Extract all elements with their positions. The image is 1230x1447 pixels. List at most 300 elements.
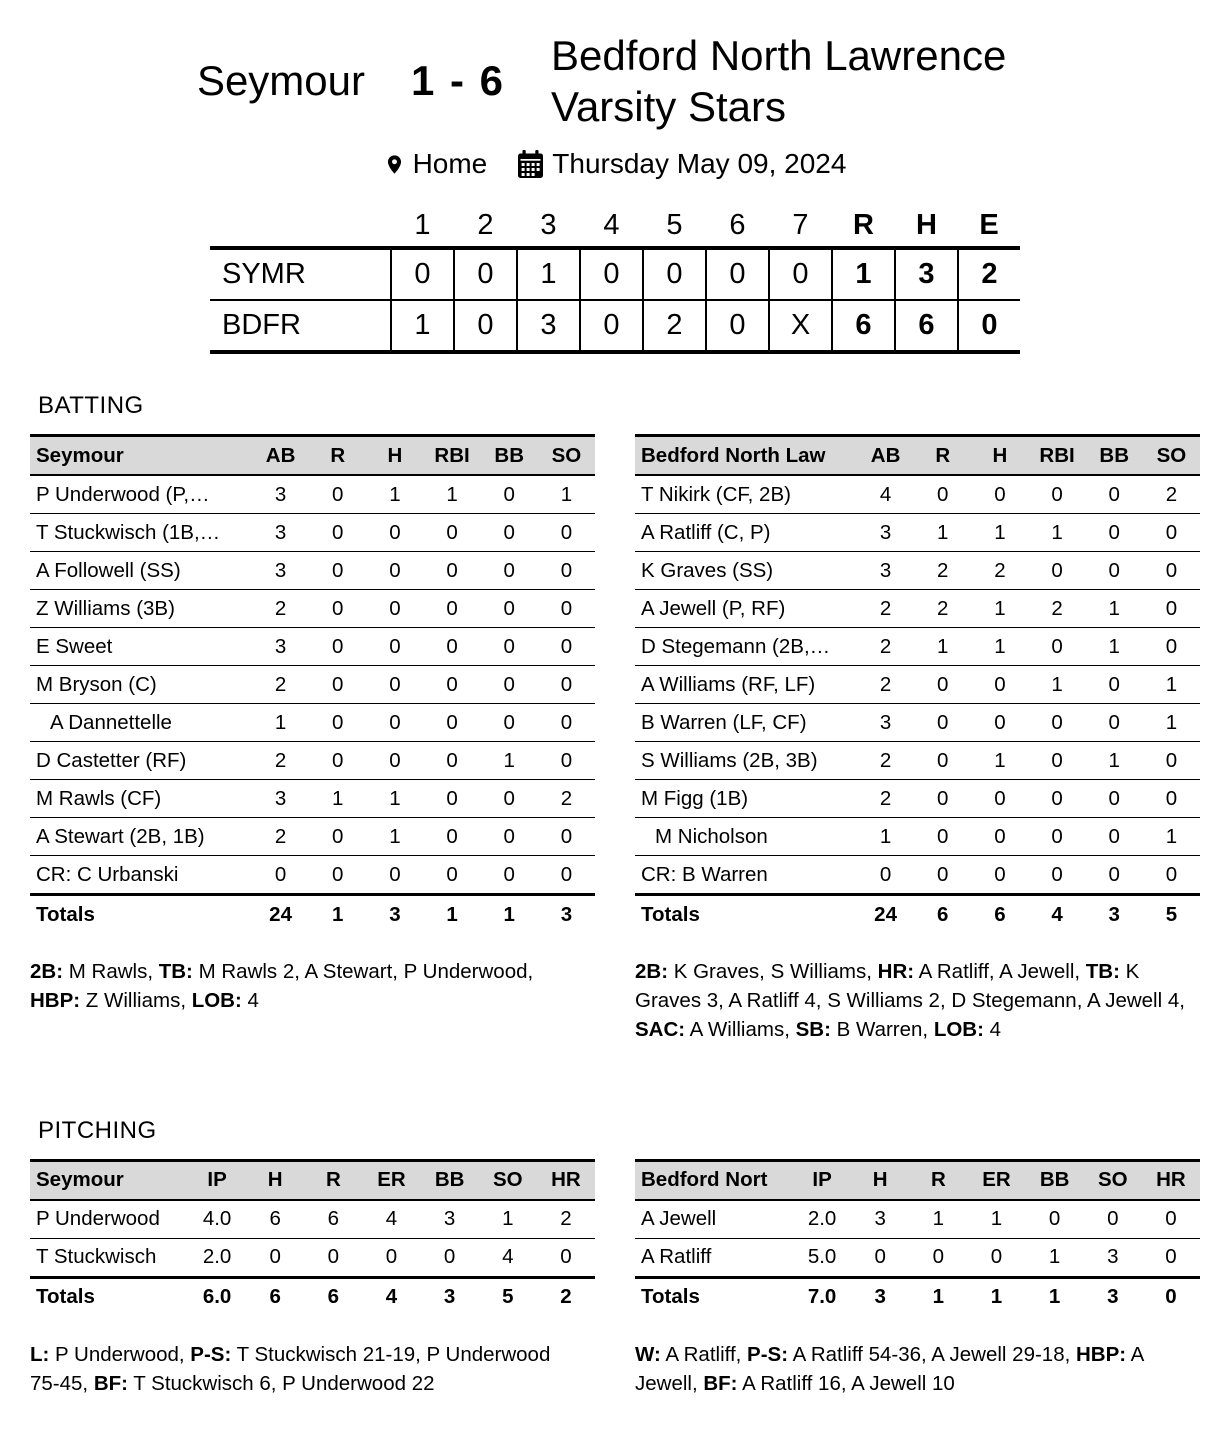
stat-value-cell: 0 — [1086, 552, 1143, 590]
player-row — [635, 1238, 1200, 1277]
total-score-cell: 6 — [832, 300, 895, 352]
stat-value-cell: 0 — [537, 1238, 595, 1277]
pitching-home-table — [635, 1159, 1200, 1316]
stat-value-cell: 0 — [1142, 1200, 1200, 1239]
stat-value-cell: 2 — [252, 666, 309, 704]
stat-team-header: Bedford Nort — [635, 1160, 793, 1200]
note-text: K Graves, S Williams, — [668, 960, 878, 984]
stat-value-cell: 0 — [304, 1238, 362, 1277]
game-date — [517, 148, 846, 180]
inning-score-cell: 2 — [643, 300, 706, 352]
totals-row — [30, 1277, 595, 1316]
totals-value-cell: 3 — [538, 895, 595, 934]
linescore-column-header: 1 — [414, 208, 431, 241]
inning-score-cell: X — [769, 300, 832, 352]
stat-value-cell: 3 — [851, 1200, 909, 1239]
stat-value-cell: 1 — [1028, 514, 1085, 552]
linescore-row — [210, 248, 1020, 300]
player-name-cell: M Figg (1B) — [635, 780, 857, 818]
note-text: Z Williams, — [80, 989, 192, 1013]
note-text: P Underwood, — [49, 1342, 191, 1366]
player-row — [635, 704, 1200, 742]
stat-value-cell: 0 — [423, 590, 480, 628]
stat-value-cell: 0 — [423, 780, 480, 818]
stat-value-cell: 1 — [252, 704, 309, 742]
stat-value-cell: 0 — [967, 1238, 1025, 1277]
note-text: 4 — [241, 989, 259, 1013]
stat-value-cell: 1 — [1143, 666, 1200, 704]
stat-value-cell: 2 — [538, 780, 595, 818]
stat-value-cell: 2 — [252, 742, 309, 780]
stat-value-cell: 0 — [1086, 818, 1143, 856]
stat-column-header: HR — [537, 1160, 595, 1200]
stat-value-cell: 0 — [538, 590, 595, 628]
player-row — [635, 552, 1200, 590]
linescore-column-header: 2 — [477, 208, 494, 241]
stat-value-cell: 0 — [423, 742, 480, 780]
stat-column-header: RBI — [1028, 436, 1085, 476]
stat-value-cell: 0 — [1143, 552, 1200, 590]
stat-value-cell: 0 — [366, 628, 423, 666]
player-row — [30, 514, 595, 552]
note-text: M Rawls, — [63, 960, 159, 984]
player-row — [635, 1200, 1200, 1239]
stat-value-cell: 3 — [857, 552, 914, 590]
stat-value-cell: 0 — [971, 856, 1028, 895]
batting-away-table — [30, 434, 595, 933]
linescore-header-row — [210, 204, 1020, 248]
player-name-cell: A Williams (RF, LF) — [635, 666, 857, 704]
stat-value-cell: 0 — [914, 475, 971, 514]
stat-value-cell: 3 — [252, 628, 309, 666]
player-row — [30, 818, 595, 856]
note-text: 4 — [983, 1018, 1002, 1042]
inning-score-cell: 0 — [454, 300, 517, 352]
stat-value-cell: 0 — [366, 666, 423, 704]
totals-value-cell: 3 — [851, 1277, 909, 1316]
stat-value-cell: 1 — [971, 514, 1028, 552]
stat-value-cell: 3 — [1084, 1238, 1142, 1277]
stat-value-cell: 0 — [538, 856, 595, 895]
totals-value-cell: 6 — [914, 895, 971, 934]
stat-value-cell: 0 — [1028, 818, 1085, 856]
player-name-cell: E Sweet — [30, 628, 252, 666]
stat-value-cell: 1 — [1143, 818, 1200, 856]
stat-value-cell: 1 — [971, 628, 1028, 666]
stat-value-cell: 0 — [246, 1238, 304, 1277]
totals-value-cell: 2 — [537, 1277, 595, 1316]
stat-value-cell: 2 — [857, 780, 914, 818]
inning-score-cell: 0 — [391, 248, 454, 300]
totals-value-cell: 3 — [366, 895, 423, 934]
stat-column-header: SO — [538, 436, 595, 476]
stat-value-cell: 0 — [1143, 856, 1200, 895]
totals-value-cell: 1 — [481, 895, 538, 934]
stat-value-cell: 0 — [366, 590, 423, 628]
stat-value-cell: 1 — [909, 1200, 967, 1239]
batting-section-label: BATTING — [38, 392, 144, 420]
player-name-cell: M Bryson (C) — [30, 666, 252, 704]
inning-score-cell: 1 — [391, 300, 454, 352]
note-stat-label: P-S: — [190, 1342, 232, 1366]
stat-value-cell: 0 — [309, 666, 366, 704]
stat-value-cell: 2 — [914, 590, 971, 628]
stat-value-cell: 2 — [537, 1200, 595, 1239]
stat-value-cell: 0 — [914, 666, 971, 704]
player-row — [635, 514, 1200, 552]
stat-value-cell: 0 — [309, 742, 366, 780]
stat-value-cell: 2 — [252, 590, 309, 628]
player-row — [635, 780, 1200, 818]
stat-value-cell: 4 — [479, 1238, 537, 1277]
stat-value-cell: 2 — [857, 628, 914, 666]
stat-team-header: Seymour — [30, 436, 252, 476]
note-stat-label: BF: — [93, 1371, 128, 1395]
stat-value-cell: 1 — [1143, 704, 1200, 742]
note-stat-label: LOB: — [191, 989, 242, 1013]
stat-value-cell: 1 — [1026, 1238, 1084, 1277]
stat-value-cell: 0 — [1028, 780, 1085, 818]
stat-value-cell: 0 — [309, 590, 366, 628]
stat-value-cell: 2 — [857, 666, 914, 704]
pitching-columns — [0, 1159, 1230, 1419]
stat-value-cell: 1 — [1086, 590, 1143, 628]
stat-header-row — [635, 1160, 1200, 1200]
player-name-cell: A Dannettelle — [30, 704, 252, 742]
stat-value-cell: 1 — [857, 818, 914, 856]
stat-value-cell: 0 — [971, 780, 1028, 818]
linescore-corner-cell — [210, 204, 391, 248]
stat-value-cell: 1 — [914, 628, 971, 666]
stat-column-header: BB — [481, 436, 538, 476]
player-name-cell: D Stegemann (2B,… — [635, 628, 857, 666]
stat-value-cell: 0 — [1028, 742, 1085, 780]
inning-score-cell: 3 — [517, 300, 580, 352]
player-row — [635, 856, 1200, 895]
stat-value-cell: 2 — [252, 818, 309, 856]
stat-value-cell: 2.0 — [793, 1200, 851, 1239]
note-text: M Rawls 2, A Stewart, P Underwood, — [192, 960, 534, 984]
game-location-label: Home — [412, 148, 488, 180]
totals-value-cell: 7.0 — [793, 1277, 851, 1316]
stat-value-cell: 0 — [971, 666, 1028, 704]
stat-header-row — [30, 436, 595, 476]
batting-home-notes — [635, 957, 1190, 1044]
totals-label-cell: Totals — [635, 1277, 793, 1316]
pitching-section-label: PITCHING — [38, 1116, 157, 1144]
note-stat-label: 2B: — [30, 960, 64, 984]
stat-value-cell: 0 — [914, 780, 971, 818]
note-text: A Ratliff 16, A Jewell 10 — [737, 1371, 955, 1395]
stat-value-cell: 3 — [421, 1200, 479, 1239]
stat-value-cell: 0 — [914, 742, 971, 780]
player-row — [635, 818, 1200, 856]
stat-column-header: SO — [1143, 436, 1200, 476]
stat-value-cell: 1 — [366, 818, 423, 856]
total-score-cell: 6 — [895, 300, 958, 352]
home-team-name: Bedford North Lawrence Varsity Stars — [551, 32, 1007, 131]
totals-value-cell: 1 — [909, 1277, 967, 1316]
note-text: A Ratliff 54-36, A Jewell 29-18, — [788, 1342, 1076, 1366]
stat-value-cell: 0 — [309, 514, 366, 552]
stat-value-cell: 0 — [1028, 475, 1085, 514]
inning-score-cell: 0 — [769, 248, 832, 300]
total-score-cell: 1 — [832, 248, 895, 300]
stat-column-header: ER — [362, 1160, 420, 1200]
stat-value-cell: 0 — [366, 552, 423, 590]
note-text: T Stuckwisch 6, P Underwood 22 — [127, 1371, 435, 1395]
totals-value-cell: 1 — [309, 895, 366, 934]
player-row — [30, 856, 595, 895]
note-stat-label: SB: — [795, 1018, 831, 1042]
stat-column-header: BB — [421, 1160, 479, 1200]
stat-value-cell: 0 — [538, 818, 595, 856]
inning-score-cell: 0 — [454, 248, 517, 300]
stat-value-cell: 0 — [481, 818, 538, 856]
pitching-home-notes — [635, 1340, 1190, 1398]
stat-value-cell: 0 — [423, 666, 480, 704]
stat-value-cell: 2.0 — [188, 1238, 246, 1277]
stat-value-cell: 0 — [423, 628, 480, 666]
note-stat-label: HBP: — [30, 989, 81, 1013]
stat-value-cell: 0 — [1028, 552, 1085, 590]
stat-value-cell: 0 — [481, 780, 538, 818]
totals-value-cell: 24 — [857, 895, 914, 934]
stat-value-cell: 6 — [246, 1200, 304, 1239]
totals-label-cell: Totals — [30, 895, 252, 934]
stat-value-cell: 5.0 — [793, 1238, 851, 1277]
player-row — [635, 590, 1200, 628]
note-stat-label: P-S: — [747, 1342, 789, 1366]
stat-value-cell: 0 — [1028, 704, 1085, 742]
player-name-cell: B Warren (LF, CF) — [635, 704, 857, 742]
stat-value-cell: 2 — [914, 552, 971, 590]
stat-value-cell: 0 — [366, 704, 423, 742]
stat-value-cell: 1 — [914, 514, 971, 552]
away-team-name: Seymour — [196, 57, 365, 105]
totals-value-cell: 4 — [362, 1277, 420, 1316]
stat-value-cell: 3 — [857, 514, 914, 552]
player-name-cell: A Jewell — [635, 1200, 793, 1239]
stat-column-header: RBI — [423, 436, 480, 476]
totals-value-cell: 1 — [967, 1277, 1025, 1316]
stat-value-cell: 1 — [423, 475, 480, 514]
player-name-cell: A Followell (SS) — [30, 552, 252, 590]
note-stat-label: LOB: — [933, 1018, 984, 1042]
stat-value-cell: 0 — [1086, 704, 1143, 742]
stat-value-cell: 4 — [362, 1200, 420, 1239]
stat-value-cell: 0 — [481, 856, 538, 895]
totals-value-cell: 3 — [1086, 895, 1143, 934]
stat-value-cell: 0 — [538, 628, 595, 666]
stat-value-cell: 0 — [1086, 666, 1143, 704]
stat-value-cell: 0 — [971, 818, 1028, 856]
stat-column-header: SO — [479, 1160, 537, 1200]
player-row — [635, 475, 1200, 514]
stat-column-header: AB — [252, 436, 309, 476]
totals-value-cell: 6 — [304, 1277, 362, 1316]
totals-label-cell: Totals — [635, 895, 857, 934]
stat-column-header: R — [909, 1160, 967, 1200]
stat-value-cell: 0 — [309, 704, 366, 742]
player-row — [635, 666, 1200, 704]
stat-value-cell: 0 — [914, 856, 971, 895]
player-row — [635, 742, 1200, 780]
stat-header-row — [635, 436, 1200, 476]
stat-value-cell: 0 — [538, 552, 595, 590]
player-row — [30, 475, 595, 514]
player-row — [635, 628, 1200, 666]
totals-value-cell: 1 — [423, 895, 480, 934]
pitching-away-notes — [30, 1340, 585, 1398]
player-name-cell: CR: B Warren — [635, 856, 857, 895]
note-stat-label: TB: — [1085, 960, 1120, 984]
inning-score-cell: 1 — [517, 248, 580, 300]
linescore-column-header: E — [979, 208, 999, 241]
stat-value-cell: 1 — [1028, 666, 1085, 704]
stat-value-cell: 3 — [252, 780, 309, 818]
player-name-cell: M Nicholson — [635, 818, 857, 856]
note-stat-label: HR: — [877, 960, 915, 984]
player-name-cell: CR: C Urbanski — [30, 856, 252, 895]
inning-score-cell: 0 — [706, 300, 769, 352]
player-row — [30, 666, 595, 704]
pitching-away-column — [30, 1159, 595, 1419]
stat-column-header: R — [304, 1160, 362, 1200]
stat-value-cell: 0 — [851, 1238, 909, 1277]
score-header — [0, 0, 1230, 132]
game-location — [384, 148, 488, 180]
stat-value-cell: 1 — [481, 742, 538, 780]
stat-value-cell: 0 — [538, 704, 595, 742]
stat-value-cell: 1 — [366, 475, 423, 514]
note-stat-label: 2B: — [635, 960, 669, 984]
player-row — [30, 1238, 595, 1277]
stat-column-header: H — [851, 1160, 909, 1200]
player-name-cell: M Rawls (CF) — [30, 780, 252, 818]
linescore-column-header: H — [916, 208, 937, 241]
stat-value-cell: 0 — [309, 818, 366, 856]
stat-value-cell: 0 — [857, 856, 914, 895]
player-name-cell: T Nikirk (CF, 2B) — [635, 475, 857, 514]
total-score-cell: 2 — [958, 248, 1020, 300]
stat-value-cell: 0 — [538, 666, 595, 704]
inning-score-cell: 0 — [580, 300, 643, 352]
stat-value-cell: 0 — [538, 514, 595, 552]
batting-away-column — [30, 434, 595, 1065]
note-text: B Warren, — [830, 1018, 934, 1042]
stat-value-cell: 0 — [481, 666, 538, 704]
total-score-cell: 0 — [958, 300, 1020, 352]
stat-value-cell: 0 — [423, 514, 480, 552]
stat-value-cell: 0 — [1086, 475, 1143, 514]
linescore-table — [210, 204, 1020, 354]
stat-column-header: IP — [188, 1160, 246, 1200]
stat-value-cell: 2 — [1028, 590, 1085, 628]
totals-value-cell: 24 — [252, 895, 309, 934]
totals-value-cell: 0 — [1142, 1277, 1200, 1316]
player-name-cell: T Stuckwisch — [30, 1238, 188, 1277]
stat-value-cell: 0 — [481, 704, 538, 742]
linescore-team-cell: BDFR — [210, 300, 391, 352]
totals-row — [635, 1277, 1200, 1316]
stat-header-row — [30, 1160, 595, 1200]
stat-column-header: SO — [1084, 1160, 1142, 1200]
game-score: 1 - 6 — [411, 57, 506, 105]
stat-value-cell: 0 — [423, 704, 480, 742]
stat-value-cell: 1 — [1086, 742, 1143, 780]
player-row — [30, 1200, 595, 1239]
stat-value-cell: 0 — [1143, 590, 1200, 628]
batting-home-column — [635, 434, 1200, 1065]
totals-value-cell: 6 — [971, 895, 1028, 934]
stat-value-cell: 0 — [1142, 1238, 1200, 1277]
stat-column-header: H — [366, 436, 423, 476]
stat-value-cell: 1 — [366, 780, 423, 818]
stat-value-cell: 2 — [971, 552, 1028, 590]
stat-value-cell: 0 — [914, 704, 971, 742]
stat-value-cell: 0 — [1143, 628, 1200, 666]
player-name-cell: P Underwood (P,… — [30, 475, 252, 514]
player-name-cell: T Stuckwisch (1B,… — [30, 514, 252, 552]
stat-value-cell: 0 — [1028, 628, 1085, 666]
stat-column-header: H — [246, 1160, 304, 1200]
stat-value-cell: 0 — [252, 856, 309, 895]
note-stat-label: TB: — [158, 960, 193, 984]
stat-value-cell: 0 — [909, 1238, 967, 1277]
stat-value-cell: 0 — [1084, 1200, 1142, 1239]
totals-value-cell: 3 — [421, 1277, 479, 1316]
player-name-cell: Z Williams (3B) — [30, 590, 252, 628]
note-stat-label: SAC: — [635, 1018, 686, 1042]
player-name-cell: K Graves (SS) — [635, 552, 857, 590]
stat-value-cell: 0 — [309, 856, 366, 895]
note-text: T Stuckwisch 21-19, P Underwood 75-45, — [30, 1342, 551, 1395]
stat-value-cell: 0 — [309, 552, 366, 590]
total-score-cell: 3 — [895, 248, 958, 300]
stat-column-header: R — [309, 436, 366, 476]
stat-value-cell: 0 — [362, 1238, 420, 1277]
stat-value-cell: 0 — [1143, 742, 1200, 780]
stat-value-cell: 2 — [1143, 475, 1200, 514]
totals-label-cell: Totals — [30, 1277, 188, 1316]
inning-score-cell: 0 — [706, 248, 769, 300]
stat-team-header: Seymour — [30, 1160, 188, 1200]
note-text: A Williams, — [685, 1018, 796, 1042]
player-name-cell: A Jewell (P, RF) — [635, 590, 857, 628]
stat-value-cell: 0 — [971, 704, 1028, 742]
stat-value-cell: 3 — [252, 475, 309, 514]
batting-home-table — [635, 434, 1200, 933]
linescore-row — [210, 300, 1020, 352]
stat-value-cell: 3 — [252, 552, 309, 590]
stat-value-cell: 0 — [423, 552, 480, 590]
player-name-cell: A Stewart (2B, 1B) — [30, 818, 252, 856]
stat-value-cell: 0 — [366, 514, 423, 552]
player-row — [30, 552, 595, 590]
stat-value-cell: 1 — [967, 1200, 1025, 1239]
note-text: A Ratliff, — [660, 1342, 748, 1366]
stat-column-header: BB — [1086, 436, 1143, 476]
stat-value-cell: 0 — [971, 475, 1028, 514]
totals-row — [635, 895, 1200, 934]
stat-value-cell: 0 — [914, 818, 971, 856]
linescore-column-header: 6 — [729, 208, 746, 241]
pitching-home-column — [635, 1159, 1200, 1419]
linescore-column-header: R — [853, 208, 874, 241]
totals-value-cell: 5 — [479, 1277, 537, 1316]
batting-away-notes — [30, 957, 585, 1015]
